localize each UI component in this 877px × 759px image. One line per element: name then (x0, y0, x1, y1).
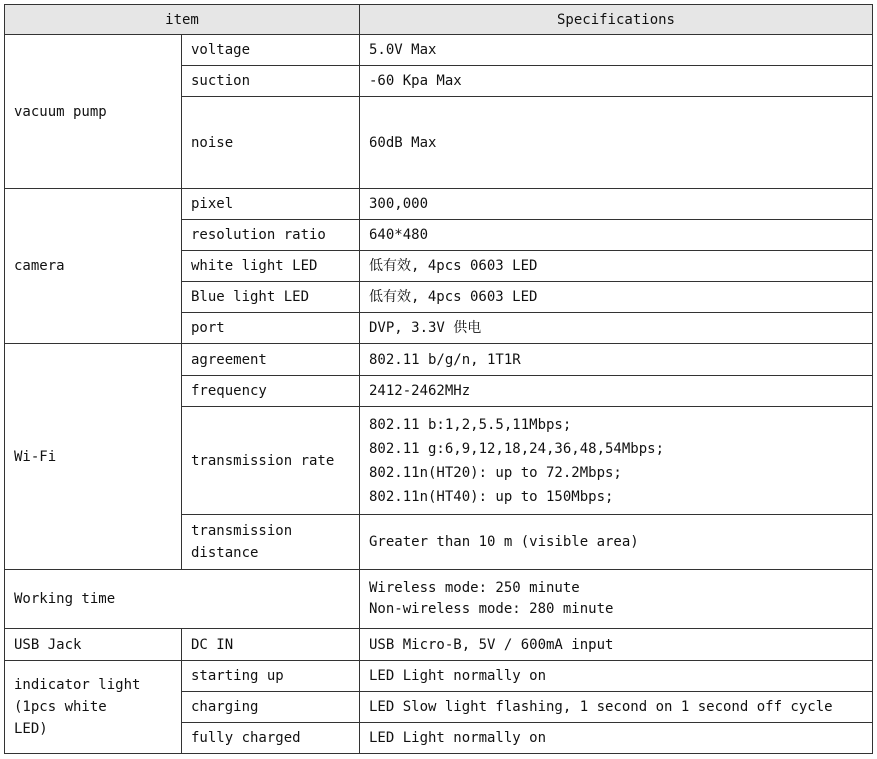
row-value: LED Light normally on (360, 723, 873, 754)
row-value: 60dB Max (360, 97, 873, 189)
category-indicator-light (5, 661, 182, 754)
row-name: frequency (182, 376, 360, 407)
table-row (5, 570, 873, 629)
working-time-line: Non-wireless mode: 280 minute (369, 601, 614, 617)
table-row (5, 629, 873, 661)
rate-line: 802.11n(HT20): up to 72.2Mbps; (369, 464, 622, 481)
row-name: starting up (182, 661, 360, 692)
category-camera: camera (5, 189, 182, 344)
table-row (5, 35, 873, 66)
row-name: transmission rate (182, 407, 360, 515)
header-row (5, 5, 873, 35)
rate-line: 802.11 b:1,2,5.5,11Mbps; (369, 416, 572, 433)
row-name: port (182, 313, 360, 344)
category-wifi: Wi-Fi (5, 344, 182, 570)
row-value: Greater than 10 m (visible area) (360, 515, 873, 570)
table-row (5, 344, 873, 376)
row-name: white light LED (182, 251, 360, 282)
working-time-line: Wireless mode: 250 minute (369, 580, 580, 596)
name-line: distance (191, 545, 259, 561)
indicator-label-line: (1pcs white (14, 699, 107, 715)
table-row (5, 661, 873, 692)
row-name: DC IN (182, 629, 360, 661)
row-value: DVP, 3.3V 供电 (360, 313, 873, 344)
row-value: -60 Kpa Max (360, 66, 873, 97)
row-name: resolution ratio (182, 220, 360, 251)
indicator-label-line: indicator light (14, 677, 141, 693)
row-name: pixel (182, 189, 360, 220)
row-value: 低有效, 4pcs 0603 LED (360, 251, 873, 282)
row-name: noise (182, 97, 360, 189)
row-value: 802.11 b/g/n, 1T1R (360, 344, 873, 376)
category-vacuum-pump: vacuum pump (5, 35, 182, 189)
row-value-multiline (360, 570, 873, 629)
row-name-multiline (182, 515, 360, 570)
specifications-table (4, 4, 873, 754)
indicator-label-line: LED) (14, 721, 48, 737)
table-row (5, 189, 873, 220)
row-value: 300,000 (360, 189, 873, 220)
rate-line: 802.11n(HT40): up to 150Mbps; (369, 488, 614, 505)
rate-line: 802.11 g:6,9,12,18,24,36,48,54Mbps; (369, 440, 665, 457)
row-name: agreement (182, 344, 360, 376)
row-name: voltage (182, 35, 360, 66)
header-specifications: Specifications (360, 5, 873, 35)
name-line: transmission (191, 523, 293, 539)
row-value: USB Micro-B, 5V / 600mA input (360, 629, 873, 661)
header-item: item (5, 5, 360, 35)
row-name: suction (182, 66, 360, 97)
category-working-time: Working time (5, 570, 360, 629)
row-name: fully charged (182, 723, 360, 754)
row-value-multiline (360, 407, 873, 515)
row-value: 640*480 (360, 220, 873, 251)
row-value: 5.0V Max (360, 35, 873, 66)
row-value: 低有效, 4pcs 0603 LED (360, 282, 873, 313)
category-usb-jack: USB Jack (5, 629, 182, 661)
row-value: LED Light normally on (360, 661, 873, 692)
row-name: Blue light LED (182, 282, 360, 313)
row-value: 2412-2462MHz (360, 376, 873, 407)
row-value: LED Slow light flashing, 1 second on 1 second off cycle (360, 692, 873, 723)
row-name: charging (182, 692, 360, 723)
